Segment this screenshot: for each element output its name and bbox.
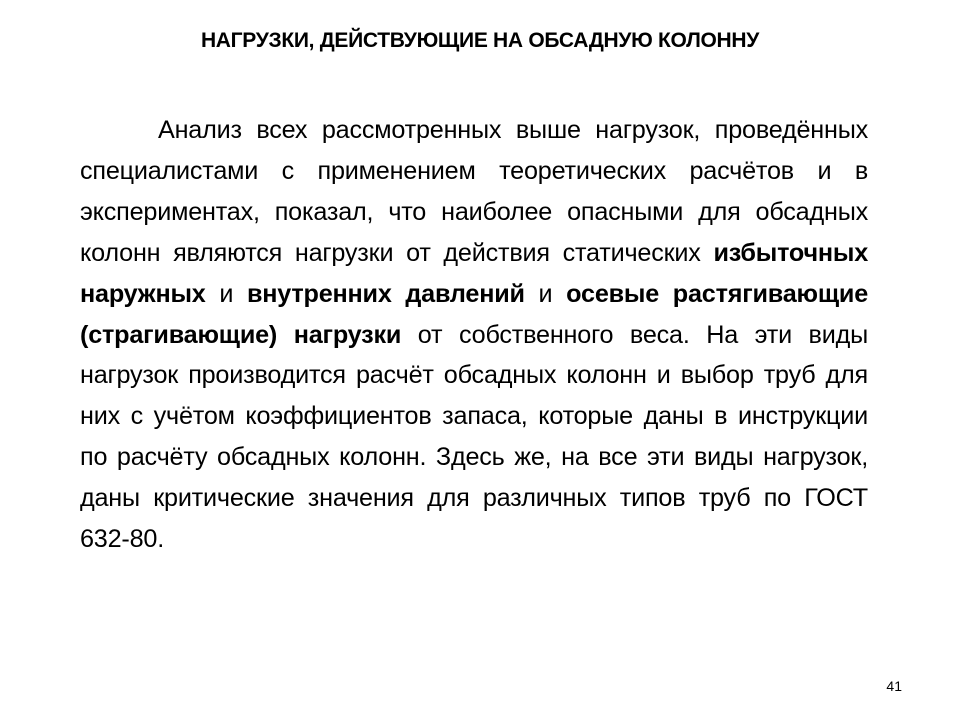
body-paragraph: [80, 110, 868, 560]
paragraph-segment-bold: осевые растягивающие (страгивающие) нагрузки: [80, 279, 868, 349]
page-number: 41: [886, 678, 902, 694]
paragraph-segment: от собственного веса. На эти виды нагрузок производится расчёт обсадных колонн и выбор труб для них с учётом коэффициентов запаса, которые даны в инструкции по расчёту обсадных колонн. Здесь же, на все эти виды нагрузок, даны критические значения для различных типов труб по ГОСТ 632-80.: [80, 320, 869, 554]
slide-title: НАГРУЗКИ, ДЕЙСТВУЮЩИЕ НА ОБСАДНУЮ КОЛОННУ: [200, 29, 760, 52]
paragraph-segment-bold: избыточных наружных: [80, 238, 868, 308]
paragraph-segment: Анализ всех рассмотренных выше нагрузок, проведённых специалистами с применением теоретических расчётов и в экспериментах, показал, что наиболее опасными для обсадных колонн являются нагрузки от действия статических: [80, 116, 868, 267]
paragraph-segment: и: [524, 279, 567, 308]
paragraph-segment: и: [205, 279, 247, 308]
paragraph-segment-bold: внутренних давлений: [246, 279, 525, 308]
